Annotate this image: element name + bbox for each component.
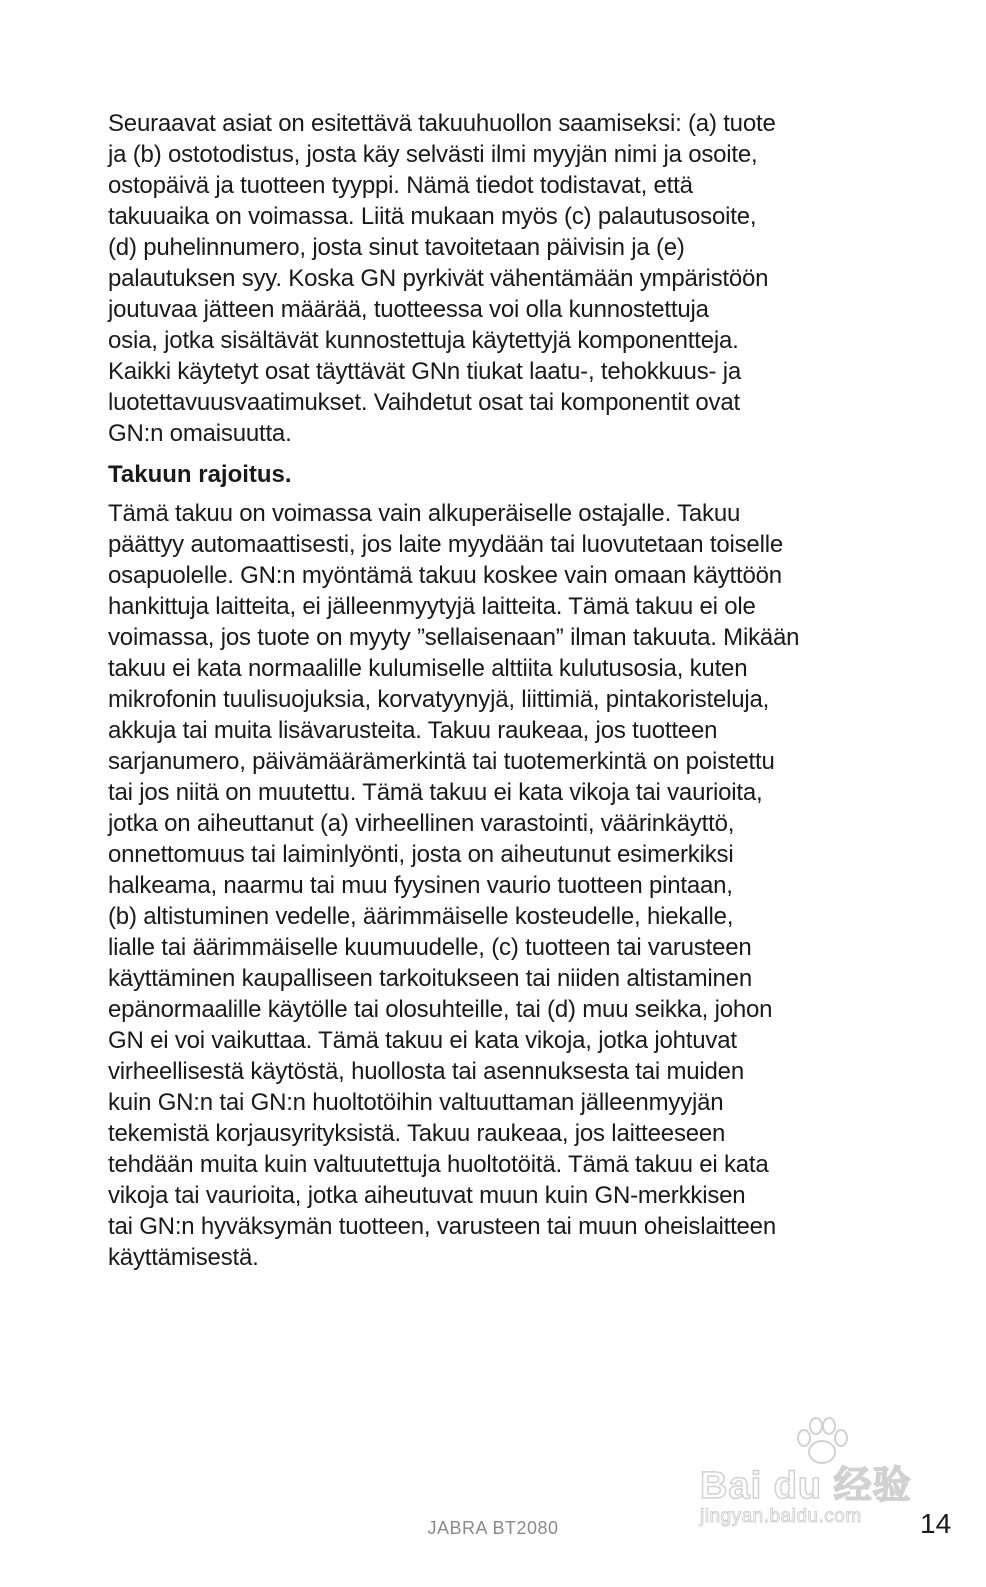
- text-line: palautuksen syy. Koska GN pyrkivät vähentämään ympäristöön: [108, 265, 769, 292]
- text-line: tehdään muita kuin valtuutettuja huoltotöitä. Tämä takuu ei kata: [108, 1151, 769, 1178]
- text-line: vikoja tai vaurioita, jotka aiheutuvat muun kuin GN-merkkisen: [108, 1182, 746, 1209]
- paragraph-warranty-limits: [108, 498, 868, 1273]
- text-line: kuin GN:n tai GN:n huoltotöihin valtuuttaman jälleenmyyjän: [108, 1089, 724, 1116]
- watermark-logo: Bai du 经验: [700, 1465, 912, 1507]
- page-content: [108, 108, 868, 1273]
- text-line: sarjanumero, päivämäärämerkintä tai tuotemerkintä on poistettu: [108, 748, 775, 775]
- text-line: käyttäminen kaupalliseen tarkoitukseen tai niiden altistaminen: [108, 965, 752, 992]
- text-line: epänormaalille käytölle tai olosuhteille, tai (d) muu seikka, johon: [108, 996, 773, 1023]
- text-line: tai jos niitä on muutettu. Tämä takuu ei kata vikoja tai vaurioita,: [108, 779, 763, 806]
- text-line: onnettomuus tai laiminlyönti, josta on aiheutunut esimerkiksi: [108, 841, 734, 868]
- text-line: takuu ei kata normaalille kulumiselle alttiita kulutusosia, kuten: [108, 655, 748, 682]
- text-line: (b) altistuminen vedelle, äärimmäiselle kosteudelle, hiekalle,: [108, 903, 734, 930]
- text-line: ostopäivä ja tuotteen tyyppi. Nämä tiedot todistavat, että: [108, 172, 693, 199]
- text-line: päättyy automaattisesti, jos laite myydään tai luovutetaan toiselle: [108, 531, 783, 558]
- text-line: osapuolelle. GN:n myöntämä takuu koskee vain omaan käyttöön: [108, 562, 782, 589]
- page-number: 14: [920, 1508, 952, 1539]
- watermark-url: jingyan.baidu.com: [700, 1506, 862, 1527]
- text-line: Seuraavat asiat on esitettävä takuuhuollon saamiseksi: (a) tuote: [108, 110, 776, 137]
- text-line: osia, jotka sisältävät kunnostettuja käytettyjä komponentteja.: [108, 327, 739, 354]
- text-line: tekemistä korjausyrityksistä. Takuu raukeaa, jos laitteeseen: [108, 1120, 726, 1147]
- text-line: voimassa, jos tuote on myyty ”sellaisenaan” ilman takuuta. Mikään: [108, 624, 800, 651]
- text-line: lialle tai äärimmäiselle kuumuudelle, (c) tuotteen tai varusteen: [108, 934, 752, 961]
- text-line: GN ei voi vaikuttaa. Tämä takuu ei kata vikoja, jotka johtuvat: [108, 1027, 737, 1054]
- text-line: joutuvaa jätteen määrää, tuotteessa voi olla kunnostettuja: [108, 296, 709, 323]
- text-line: halkeama, naarmu tai muu fyysinen vaurio tuotteen pintaan,: [108, 872, 733, 899]
- text-line: Tämä takuu on voimassa vain alkuperäiselle ostajalle. Takuu: [108, 500, 741, 527]
- text-line: (d) puhelinnumero, josta sinut tavoitetaan päivisin ja (e): [108, 234, 685, 261]
- paragraph-requirements: [108, 108, 868, 449]
- text-line: akkuja tai muita lisävarusteita. Takuu raukeaa, jos tuotteen: [108, 717, 718, 744]
- text-line: käyttämisestä.: [108, 1244, 259, 1271]
- section-heading: Takuun rajoitus.: [108, 461, 292, 488]
- text-line: GN:n omaisuutta.: [108, 420, 292, 447]
- baidu-watermark: [700, 1410, 940, 1530]
- text-line: Kaikki käytetyt osat täyttävät GNn tiukat laatu-, tehokkuus- ja: [108, 358, 742, 385]
- text-line: jotka on aiheuttanut (a) virheellinen varastointi, väärinkäyttö,: [108, 810, 735, 837]
- text-line: mikrofonin tuulisuojuksia, korvatyynyjä, liittimiä, pintakoristeluja,: [108, 686, 770, 713]
- text-line: ja (b) ostotodistus, josta käy selvästi ilmi myyjän nimi ja osoite,: [108, 141, 758, 168]
- text-line: hankittuja laitteita, ei jälleenmyytyjä laitteita. Tämä takuu ei ole: [108, 593, 756, 620]
- text-line: takuuaika on voimassa. Liitä mukaan myös (c) palautusosoite,: [108, 203, 757, 230]
- text-line: tai GN:n hyväksymän tuotteen, varusteen tai muun oheislaitteen: [108, 1213, 776, 1240]
- text-line: virheellisestä käytöstä, huollosta tai asennuksesta tai muiden: [108, 1058, 744, 1085]
- text-line: luotettavuusvaatimukset. Vaihdetut osat tai komponentit ovat: [108, 389, 740, 416]
- footer-brand: JABRA BT2080: [427, 1518, 559, 1538]
